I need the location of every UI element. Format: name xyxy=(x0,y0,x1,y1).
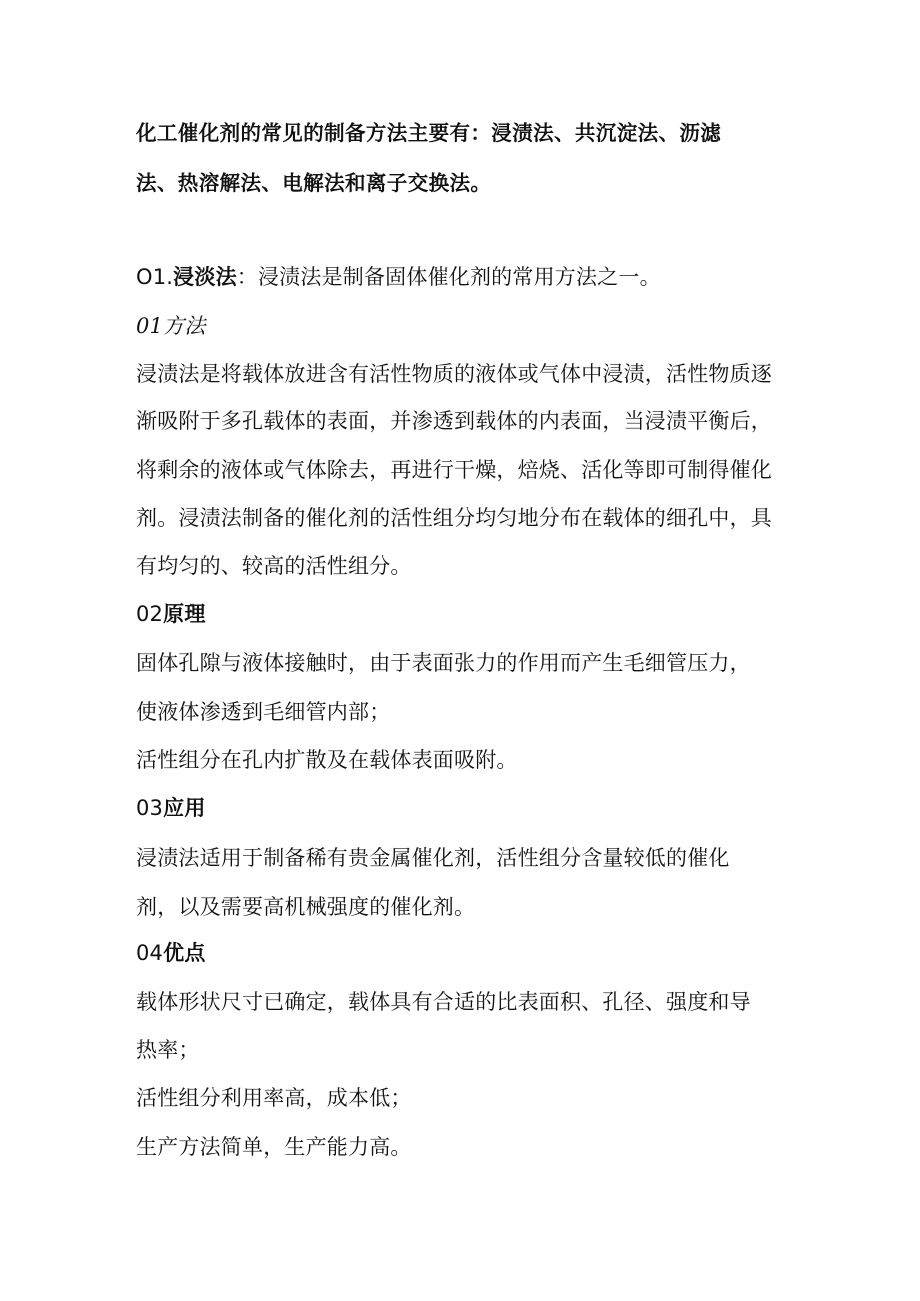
application-line-1: 浸渍法适用于制备稀有贵金属催化剂，活性组分含量较低的催化 xyxy=(136,846,730,870)
method-line-1: 浸渍法是将载体放进含有活性物质的液体或气体中浸渍，活性物质逐 xyxy=(136,362,772,386)
intro-line-2: 法、热溶解法、电解法和离子交换法。 xyxy=(136,171,492,195)
application-line-2: 剂，以及需要高机械强度的催化剂。 xyxy=(136,895,476,919)
method-line-3: 将剩余的液体或气体除去，再进行干燥，焙烧、活化等即可制得催化 xyxy=(136,458,772,482)
intro-line-1: 化工催化剂的常见的制备方法主要有：浸渍法、共沉淀法、沥滤 xyxy=(136,121,722,145)
section-1-number: O1. xyxy=(136,265,174,289)
principle-line-3: 活性组分在孔内扩散及在载体表面吸附。 xyxy=(136,748,518,772)
application-number: 03 xyxy=(136,796,164,820)
principle-heading xyxy=(136,599,816,629)
section-1-title: 浸淡法 xyxy=(173,265,237,289)
advantages-line-4: 生产方法简单，生产能力高。 xyxy=(136,1135,412,1159)
method-line-4: 剂。浸渍法制备的催化剂的活性组分均匀地分布在载体的细孔中，具 xyxy=(136,506,772,530)
advantages-number: 04 xyxy=(136,941,164,965)
principle-line-2: 使液体渗透到毛细管内部； xyxy=(136,700,391,724)
application-title: 应用 xyxy=(163,796,206,820)
method-line-5: 有均匀的、较高的活性组分。 xyxy=(136,554,412,578)
method-line-2: 渐吸附于多孔载体的表面，并渗透到载体的内表面，当浸渍平衡后， xyxy=(136,409,772,433)
advantages-line-2: 热率； xyxy=(136,1038,200,1062)
principle-line-1: 固体孔隙与液体接触时，由于表面张力的作用而产生毛细管压力， xyxy=(136,651,751,675)
advantages-heading xyxy=(136,938,816,968)
advantages-title: 优点 xyxy=(163,941,206,965)
method-heading: 01方法 xyxy=(136,314,206,338)
section-1-desc: ：浸渍法是制备固体催化剂的常用方法之一。 xyxy=(236,265,661,289)
principle-title: 原理 xyxy=(163,602,206,626)
application-heading xyxy=(136,793,816,823)
advantages-line-3: 活性组分利用率高，成本低； xyxy=(136,1086,412,1110)
advantages-line-1: 载体形状尺寸已确定，载体具有合适的比表面积、孔径、强度和导 xyxy=(136,990,751,1014)
principle-number: 02 xyxy=(136,602,164,626)
section-1-heading xyxy=(136,262,816,292)
